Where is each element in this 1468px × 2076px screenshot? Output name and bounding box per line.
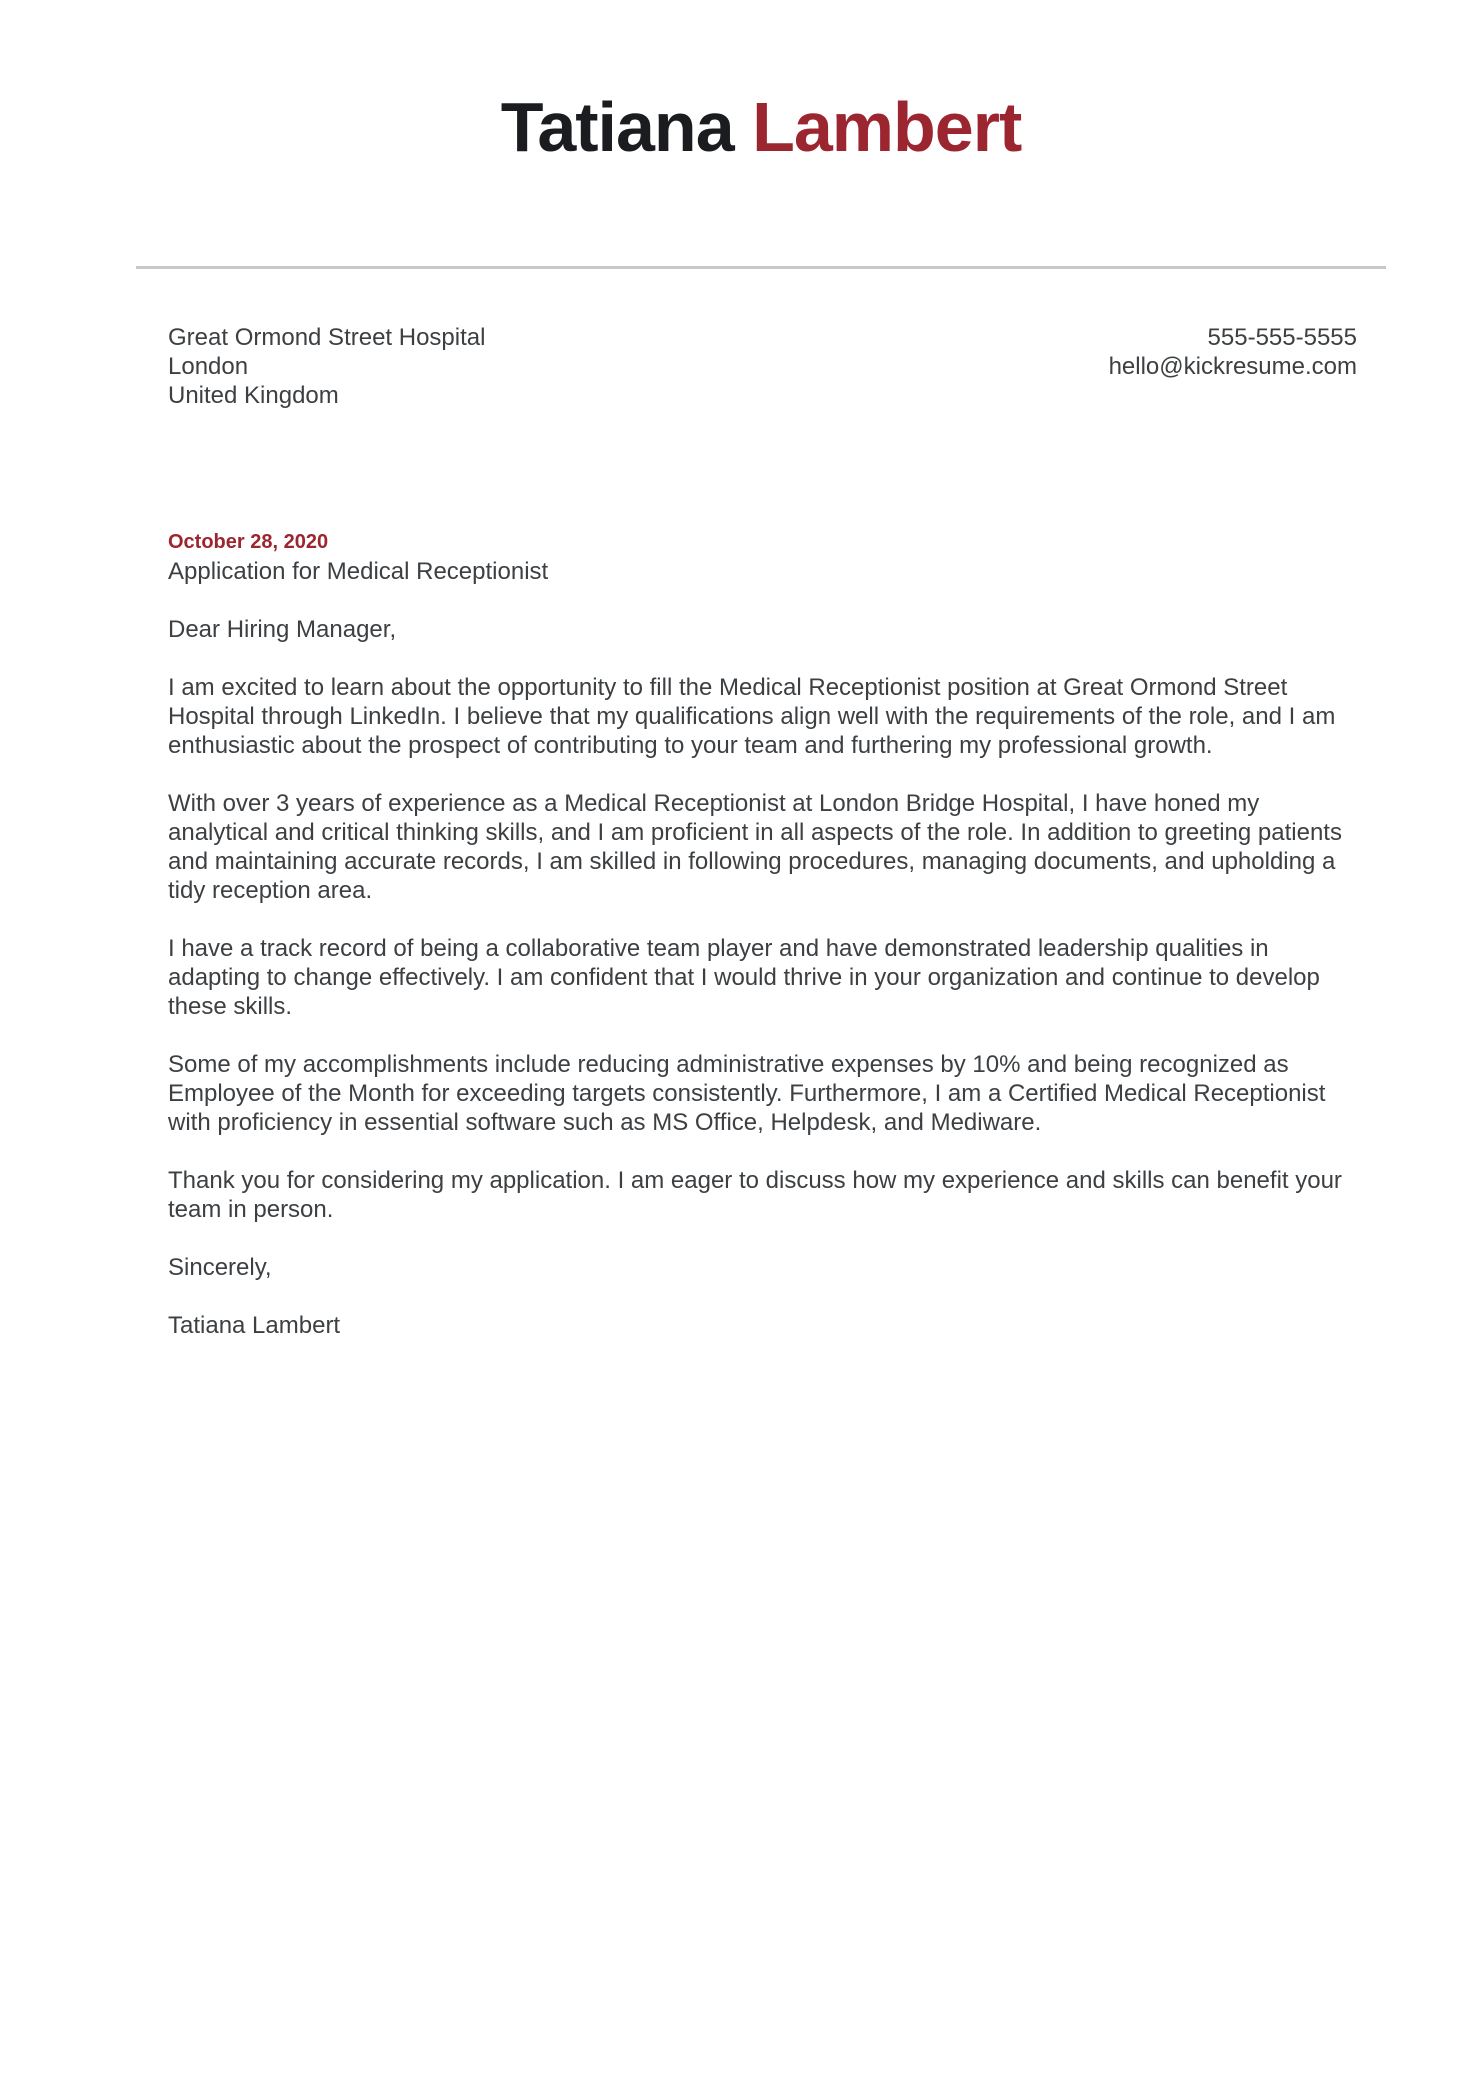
header-divider	[136, 266, 1386, 269]
body-paragraph-2: With over 3 years of experience as a Medical Receptionist at London Bridge Hospital, I have honed my analytical and critical thinking skills, and I am proficient in all aspects of the role. In addition to greeting patients and maintaining accurate records, I am skilled in following procedures, managing documents, and upholding a tidy reception area.	[168, 790, 1342, 904]
body-paragraph-1: I am excited to learn about the opportunity to fill the Medical Receptionist position at Great Ormond Street Hospital through LinkedIn. I believe that my qualifications align well with the requirements of the role, and I am enthusiastic about the prospect of contributing to your team and furthering my professional growth.	[168, 674, 1336, 759]
applicant-first-name: Tatiana	[500, 88, 734, 166]
applicant-name-title	[136, 0, 1386, 170]
name-space	[734, 88, 752, 166]
contact-email: hello@kickresume.com	[1108, 353, 1357, 380]
contact-info	[1109, 323, 1357, 381]
contact-phone: 555-555-5555	[1207, 324, 1357, 351]
applicant-last-name: Lambert	[752, 88, 1022, 166]
closing: Sincerely,	[168, 1254, 272, 1281]
recipient-line-2: London	[168, 353, 249, 380]
body-paragraph-5: Thank you for considering my application. I am eager to discuss how my experience and skills can benefit your team in person.	[168, 1167, 1342, 1223]
letter-content	[136, 0, 1386, 1340]
signature: Tatiana Lambert	[168, 1312, 341, 1339]
address-contact-row	[168, 323, 1357, 410]
recipient-address	[168, 323, 485, 410]
recipient-line-1: Great Ormond Street Hospital	[168, 324, 486, 351]
letter-subject: Application for Medical Receptionist	[168, 558, 549, 585]
body-paragraph-4: Some of my accomplishments include reducing administrative expenses by 10% and being recognized as Employee of the Month for exceeding targets consistently. Furthermore, I am a Certified Medical Receptionist with proficiency in essential software such as MS Office, Helpdesk, and Mediware.	[168, 1051, 1326, 1136]
salutation: Dear Hiring Manager,	[168, 616, 397, 643]
letter-body	[168, 323, 1357, 1340]
recipient-line-3: United Kingdom	[168, 382, 339, 409]
body-paragraph-3: I have a track record of being a collaborative team player and have demonstrated leadership qualities in adapting to change effectively. I am confident that I would thrive in your organization and continue to develop these skills.	[168, 935, 1320, 1020]
date-subject-block	[168, 528, 1357, 586]
letter-date: October 28, 2020	[168, 531, 329, 553]
